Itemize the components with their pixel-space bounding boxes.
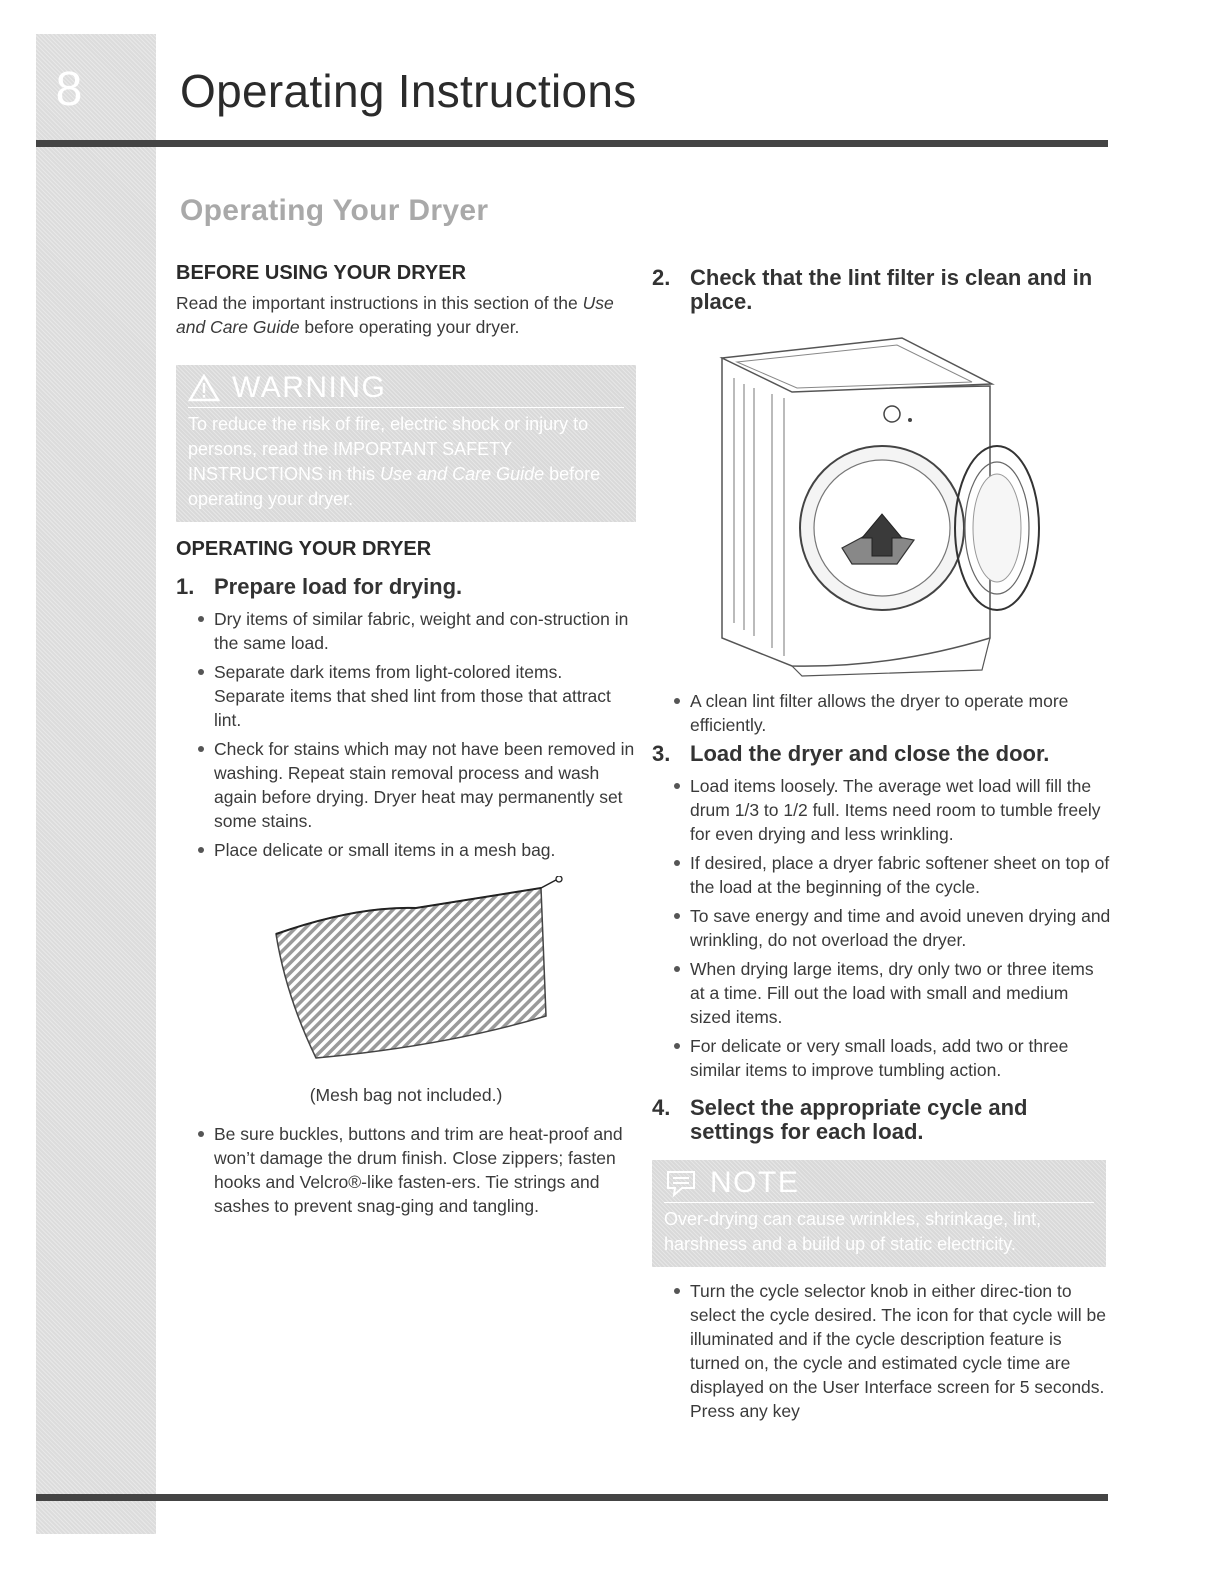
step1-bullets — [176, 607, 636, 862]
step3-heading — [652, 742, 1112, 766]
note-box — [652, 1160, 1106, 1267]
step4-bullets — [652, 1279, 1112, 1423]
step2-bullets — [652, 689, 1112, 737]
note-header — [664, 1166, 1094, 1203]
dryer-illustration — [692, 318, 1062, 678]
footer-rule — [36, 1494, 1108, 1501]
list-item: Check for stains which may not have been removed in washing. Repeat stain removal process and wash again before drying. Dryer heat may permanently set some stains. — [198, 737, 636, 833]
step2-number: 2. — [652, 265, 671, 290]
warning-box — [176, 365, 636, 522]
list-item: When drying large items, dry only two or three items at a time. Fill out the load with small and medium sized items. — [674, 957, 1112, 1029]
step4-number: 4. — [652, 1095, 671, 1120]
step3-bullets — [652, 774, 1112, 1082]
mesh-bag-illustration — [246, 876, 566, 1076]
list-item: Turn the cycle selector knob in either direc-tion to select the cycle desired. The icon for that cycle will be illuminated and if the cycle description feature is turned on, the cycle and estimated cycle time are displayed on the User Interface screen for 5 seconds. Press any key — [674, 1279, 1112, 1423]
note-title: NOTE — [710, 1166, 800, 1199]
warning-title: WARNING — [232, 371, 387, 404]
step2-title: Check that the lint filter is clean and in place. — [690, 265, 1093, 314]
list-item: A clean lint filter allows the dryer to operate more efficiently. — [674, 689, 1112, 737]
mesh-bag-caption: (Mesh bag not included.) — [309, 1085, 503, 1105]
note-icon — [664, 1168, 698, 1198]
dryer-figure — [692, 318, 1112, 683]
list-item: Place delicate or small items in a mesh bag. — [198, 838, 636, 862]
before-using-heading: BEFORE USING YOUR DRYER — [176, 262, 467, 284]
list-item: Separate dark items from light-colored items. Separate items that shed lint from those that attract lint. — [198, 660, 636, 732]
note-text: Over-drying can cause wrinkles, shrinkage, lint, harshness and a build up of static electricity. — [664, 1209, 1042, 1254]
step2-heading — [652, 266, 1112, 314]
side-strip — [36, 34, 156, 1534]
mesh-bag-figure — [176, 876, 636, 1081]
step1-bullets-after — [176, 1122, 636, 1218]
left-column — [176, 262, 636, 1223]
before-using-text: Read the important instructions in this section of the Use and Care Guide before operating your dryer. — [176, 293, 614, 337]
page-number: 8 — [55, 63, 83, 116]
warning-text: To reduce the risk of fire, electric shock or injury to persons, read the IMPORTANT SAFETY INSTRUCTIONS in this Use and Care Guide before operating your dryer. — [188, 414, 601, 509]
step1-title: Prepare load for drying. — [214, 574, 463, 599]
list-item: Be sure buckles, buttons and trim are heat-proof and won’t damage the drum finish. Close zippers; fasten hooks and Velcro®-like fasten-ers. Tie strings and sashes to prevent snag-ging and tangling. — [198, 1122, 636, 1218]
list-item: If desired, place a dryer fabric softener sheet on top of the load at the beginning of the cycle. — [674, 851, 1112, 899]
right-column — [652, 266, 1112, 1428]
list-item: Dry items of similar fabric, weight and con-struction in the same load. — [198, 607, 636, 655]
step4-title: Select the appropriate cycle and settings for each load. — [690, 1095, 1028, 1144]
warning-header — [188, 371, 624, 408]
page-title: Operating Instructions — [180, 65, 637, 117]
section-title: Operating Your Dryer — [180, 194, 489, 227]
step3-number: 3. — [652, 741, 671, 766]
step1-number: 1. — [176, 574, 195, 599]
warning-triangle-icon — [188, 374, 220, 402]
step1-heading — [176, 575, 636, 599]
list-item: Load items loosely. The average wet load will fill the drum 1/3 to 1/2 full. Items need room to tumble freely for even drying and less wrinkling. — [674, 774, 1112, 846]
operating-heading: OPERATING YOUR DRYER — [176, 538, 432, 560]
header-rule — [36, 140, 1108, 147]
step4-heading — [652, 1096, 1112, 1144]
list-item: To save energy and time and avoid uneven drying and wrinkling, do not overload the dryer. — [674, 904, 1112, 952]
step3-title: Load the dryer and close the door. — [690, 741, 1050, 766]
list-item: For delicate or very small loads, add two or three similar items to improve tumbling action. — [674, 1034, 1112, 1082]
